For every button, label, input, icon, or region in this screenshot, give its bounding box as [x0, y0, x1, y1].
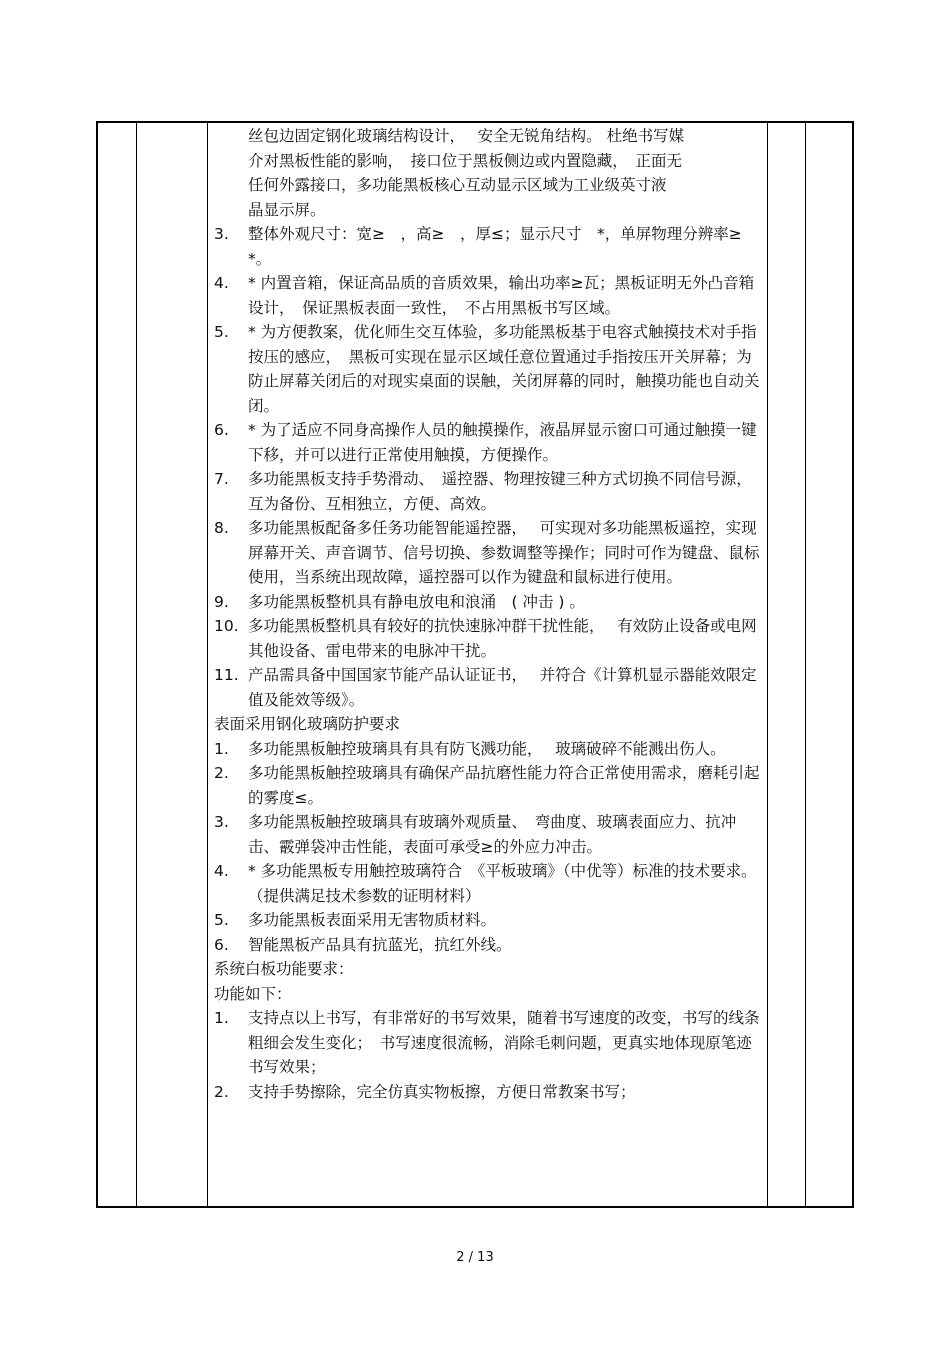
- continued-item: [214, 124, 762, 222]
- column-divider: [136, 123, 137, 1206]
- list-item: 1. 支持点以上书写，有非常好的书写效果，随着书写速度的改变，书写的线条粗细会发生变化； 书写速度很流畅，消除毛刺问题，更真实地体现原笔迹书写效果；: [214, 1009, 760, 1076]
- list-item: 11. 产品需具备中国国家节能产品认证证书， 并符合《计算机显示器能效限定值及能效等级》。: [214, 666, 757, 709]
- list-item: 8. 多功能黑板配备多任务功能智能遥控器， 可实现对多功能黑板遥控，实现屏幕开关、声音调节、信号切换、参数调整等操作；同时可作为键盘、鼠标使用，当系统出现故障，遥控器可以作为键盘和鼠标进行使用。: [214, 519, 760, 586]
- text-line: 介对黑板性能的影响， 接口位于黑板侧边或内置隐藏， 正面无: [248, 151, 683, 170]
- list-item: 6. 智能黑板产品具有抗蓝光，抗红外线。: [214, 935, 512, 954]
- list-item: 5. 多功能黑板表面采用无害物质材料。: [214, 911, 497, 929]
- text-line: 任何外露接口，多功能黑板核心互动显示区域为工业级英寸液: [248, 176, 667, 194]
- list-item: 7. 多功能黑板支持手势滑动、 遥控器、物理按键三种方式切换不同信号源，互为备份、互相独立，方便、高效。: [214, 470, 752, 513]
- list-item: 2. 多功能黑板触控玻璃具有确保产品抗磨性能力符合正常使用需求，磨耗引起的雾度≤。: [214, 764, 760, 807]
- list-item: 4. * 多功能黑板专用触控玻璃符合 《平板玻璃》（中优等）标准的技术要求。（提供满足技术参数的证明材料）: [214, 862, 757, 905]
- list-item: 4. * 内置音箱，保证高品质的音质效果，输出功率≥瓦；黑板证明无外凸音箱设计， 保证黑板表面一致性， 不占用黑板书写区域。: [214, 274, 755, 317]
- column-divider: [805, 123, 806, 1206]
- list-item: 3. 整体外观尺寸：宽≥ ，高≥ ，厚≤；显示尺寸 *，单屏物理分辨率≥ *。: [214, 225, 742, 268]
- section-heading: 表面采用钢化玻璃防护要求: [214, 715, 401, 733]
- list-item: 2. 支持手势擦除，完全仿真实物板擦，方便日常教案书写；: [214, 1082, 636, 1101]
- list-a: [214, 222, 762, 712]
- subsection-heading: 功能如下：: [214, 984, 292, 1003]
- list-item: 10. 多功能黑板整机具有较好的抗快速脉冲群干扰性能， 有效防止设备或电网其他设备、雷电带来的电脉冲干扰。: [214, 617, 757, 660]
- section-heading: 系统白板功能要求：: [214, 960, 354, 978]
- column-divider: [767, 123, 768, 1206]
- column-divider: [207, 123, 208, 1206]
- list-item: 6. * 为了适应不同身高操作人员的触摸操作，液晶屏显示窗口可通过触摸一键下移，并可以进行正常使用触摸，方便操作。: [214, 421, 757, 464]
- list-item: 1. 多功能黑板触控玻璃具有具有防飞溅功能， 玻璃破碎不能溅出伤人。: [214, 739, 726, 758]
- list-item: 3. 多功能黑板触控玻璃具有玻璃外观质量、 弯曲度、玻璃表面应力、抗冲击、霰弹袋冲击性能，表面可承受≥的外应力冲击。: [214, 813, 737, 856]
- list-item: 9. 多功能黑板整机具有静电放电和浪涌 ( 冲击 ) 。: [214, 592, 585, 611]
- spec-content: [214, 124, 762, 1104]
- list-c: [214, 1006, 762, 1104]
- text-line: 丝包边固定钢化玻璃结构设计， 安全无锐角结构。 杜绝书写媒: [248, 127, 685, 145]
- page-number: 2 / 13: [456, 1250, 494, 1265]
- list-b: [214, 737, 762, 958]
- text-line: 晶显示屏。: [248, 200, 326, 219]
- list-item: 5. * 为方便教案，优化师生交互体验，多功能黑板基于电容式触摸技术对手指按压的感应， 黑板可实现在显示区域任意位置通过手指按压开关屏幕；为防止屏幕关闭后的对现实桌面的误触，关闭屏幕的同时，触摸功能也自动关闭。: [214, 323, 760, 415]
